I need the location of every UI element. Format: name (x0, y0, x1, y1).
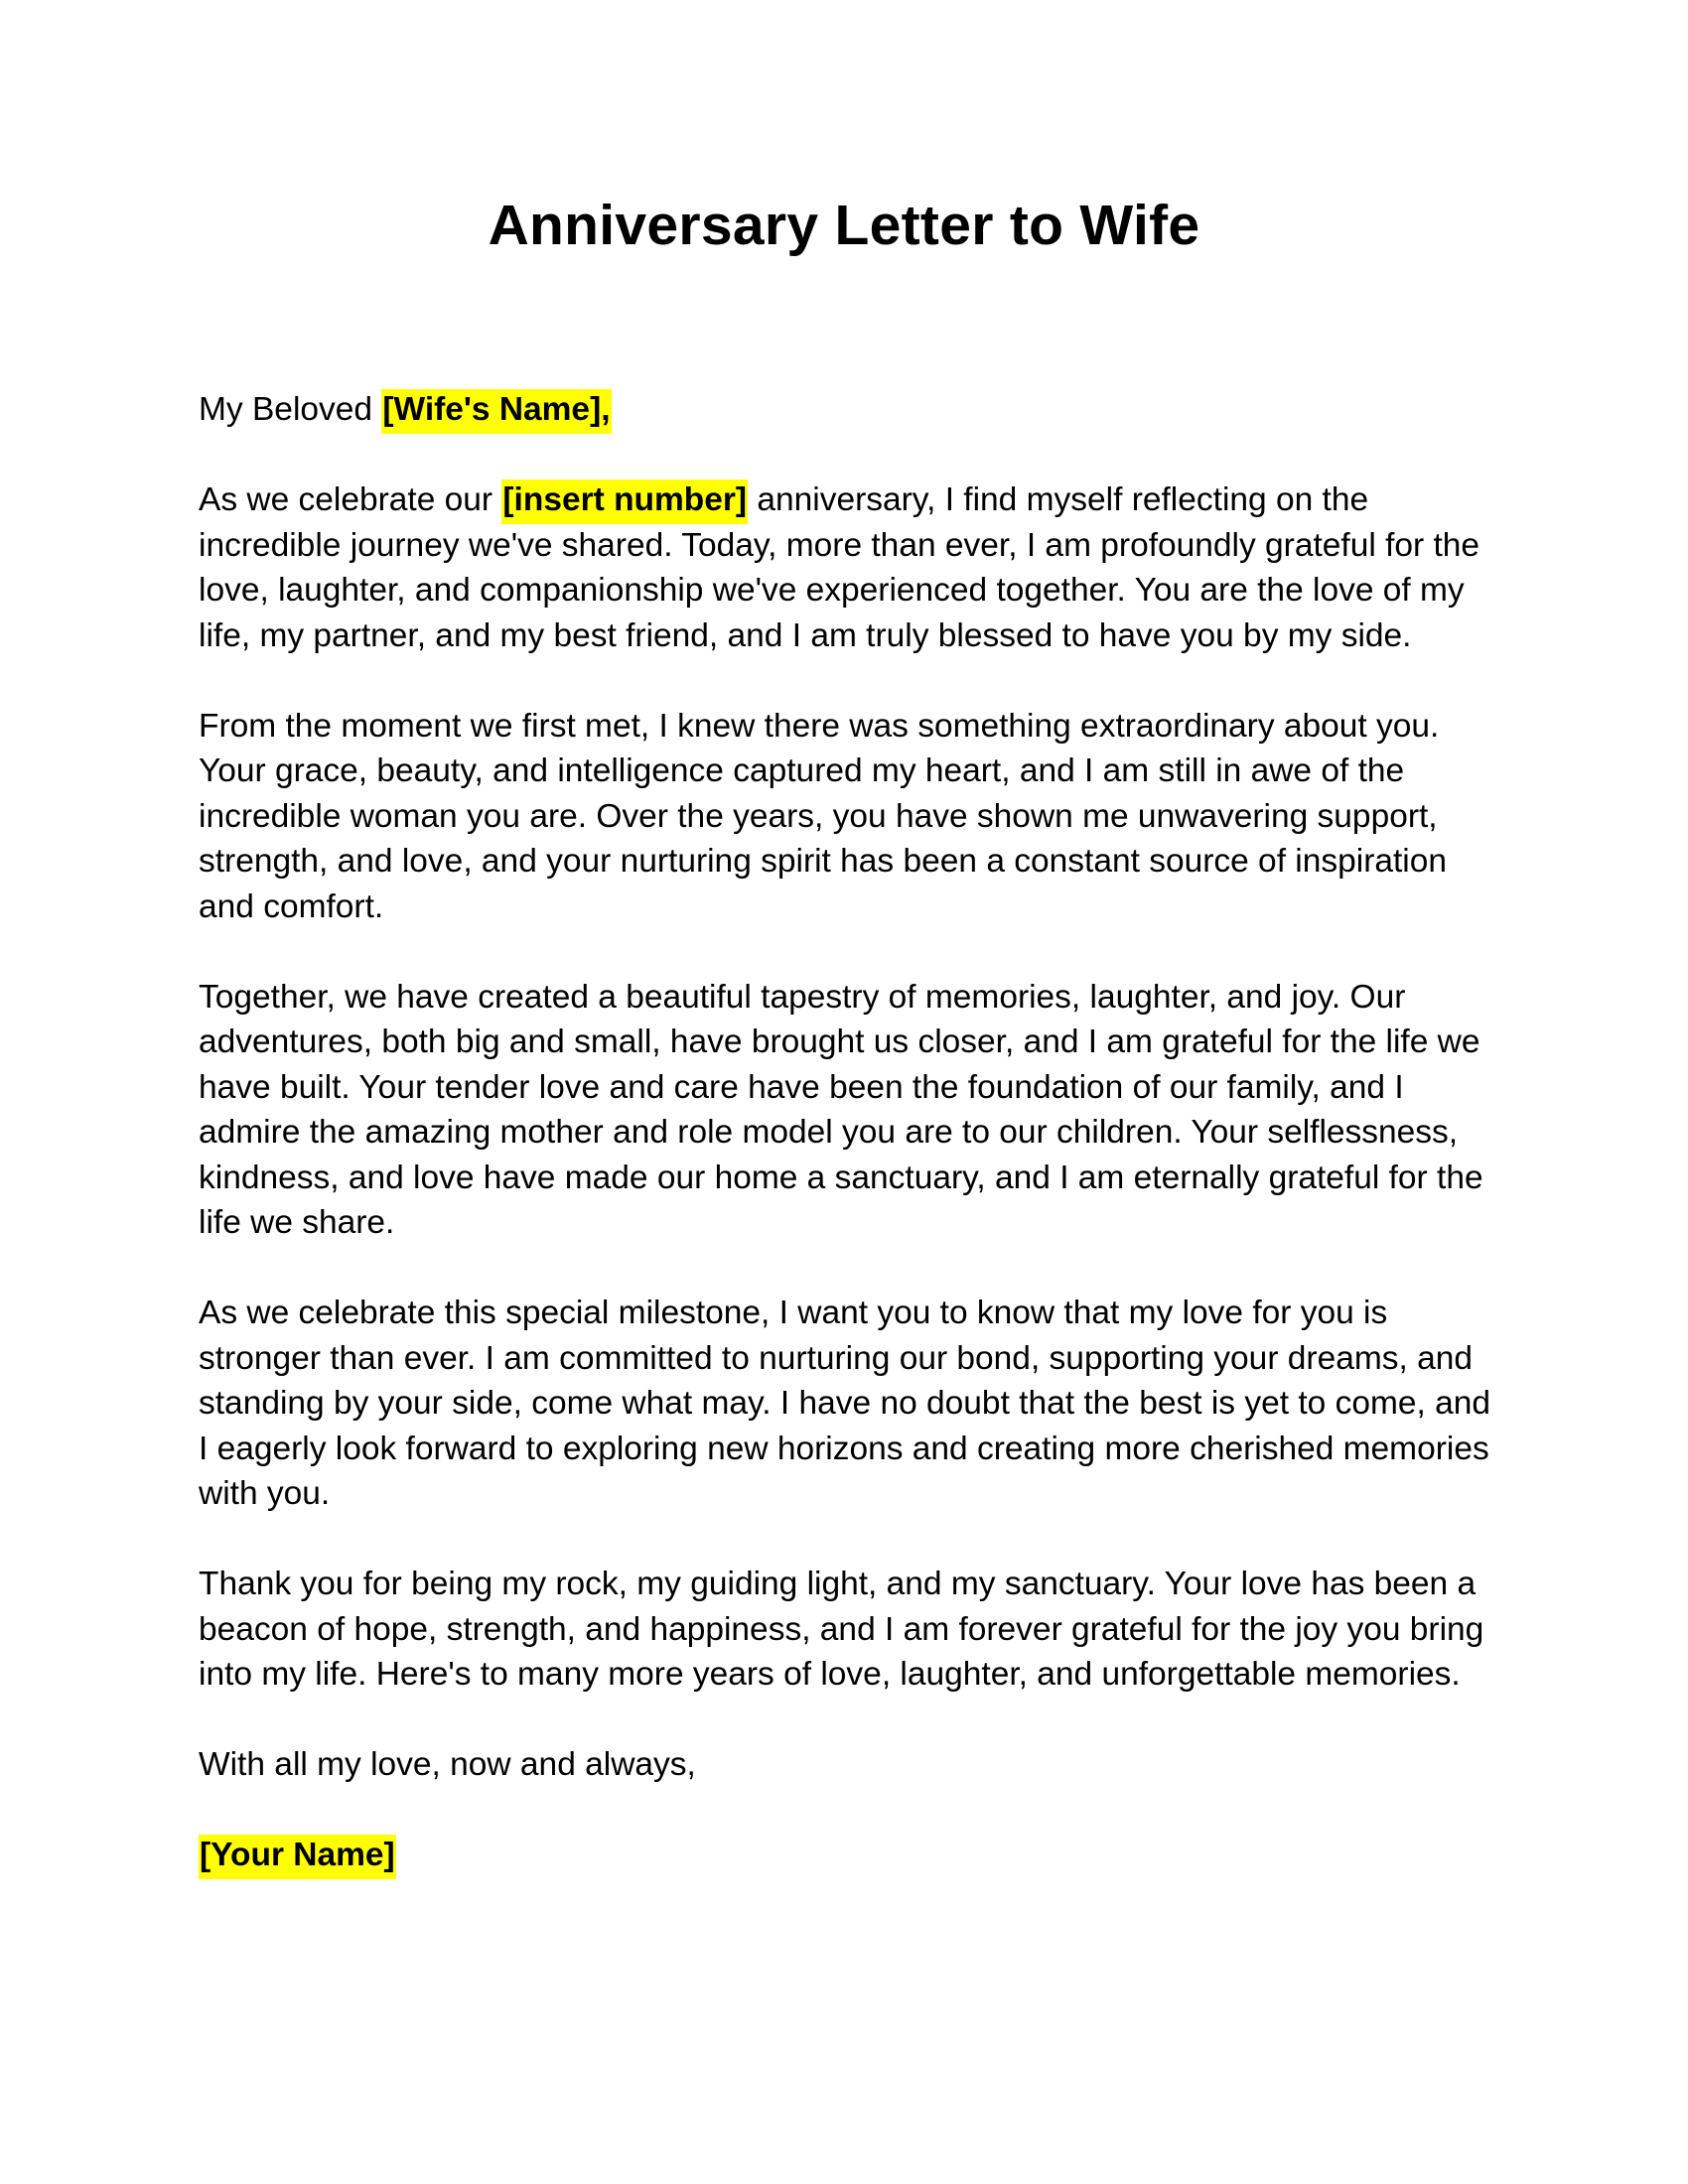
salutation-prefix: My Beloved (199, 391, 382, 428)
letter-body (199, 387, 1499, 1878)
salutation (199, 387, 1499, 433)
document-title: Anniversary Letter to Wife (488, 194, 1200, 257)
paragraph-1 (199, 478, 1499, 658)
paragraph-2: From the moment we first met, I knew there was something extraordinary about you. Your grace, beauty, and intelligence captured my heart, and I am still in awe of the incredible woman you are. Over the years, you have shown me unwavering support, strength, and love, and your nurturing spirit has been a constant source of inspiration and comfort. (199, 707, 1448, 925)
paragraph-5: Thank you for being my rock, my guiding light, and my sanctuary. Your love has been a beacon of hope, strength, and happiness, and I am forever grateful for the joy you bring into my life. Here's to many more years of love, laughter, and unforgettable memories. (199, 1566, 1484, 1693)
signature (199, 1833, 1499, 1878)
wife-name-placeholder: [Wife's Name], (381, 389, 611, 434)
paragraph-1-after: anniversary, I find myself reflecting on the incredible journey we've shared. Today, more than ever, I am profoundly grateful for the love, laughter, and companionship we've experienced together. You are the love of my life, my partner, and my best friend, and I am truly blessed to have you by my side. (199, 481, 1480, 654)
paragraph-4: As we celebrate this special milestone, I want you to know that my love for you is stronger than ever. I am committed to nurturing our bond, supporting your dreams, and standing by your side, come what may. I have no doubt that the best is yet to come, and I eagerly look forward to exploring new horizons and creating more cherished memories with you. (199, 1295, 1491, 1512)
paragraph-1-before: As we celebrate our (199, 481, 502, 518)
your-name-placeholder: [Your Name] (199, 1835, 396, 1879)
paragraph-3: Together, we have created a beautiful tapestry of memories, laughter, and joy. Our adventures, both big and small, have brought us closer, and I am grateful for the life we have built. Your tender love and care have been the foundation of our family, and I admire the amazing mother and role model you are to our children. Your selflessness, kindness, and love have made our home a sanctuary, and I am eternally grateful for the life we share. (199, 978, 1483, 1241)
closing-line: With all my love, now and always, (199, 1746, 696, 1783)
anniversary-number-placeholder: [insert number] (501, 479, 748, 524)
